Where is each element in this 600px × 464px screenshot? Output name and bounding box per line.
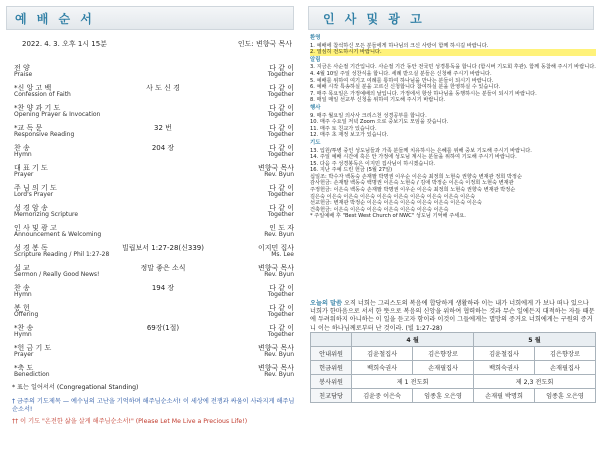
order-item-english-leader: Rev. Byun — [264, 231, 294, 238]
order-item — [10, 342, 296, 362]
prayer-topic: † 금주의 기도제목 — 예수님의 고난을 기억하며 해주님순소서! 이 세상에 전쟁과 싸움이 사라지게 해주님순소서! — [12, 398, 295, 413]
table-cell: 김윤중 이은숙 — [352, 389, 413, 403]
announcements-title: 인 사 및 광 고 — [323, 12, 425, 26]
announcement-line: 11. 매주 토 친교가 있습니다. — [310, 125, 377, 132]
order-item-title: *헌 금 기 도 — [14, 344, 52, 352]
order-item-english-leader: Together — [267, 151, 294, 158]
order-item-english-leader: Together — [267, 311, 294, 318]
order-item — [10, 362, 296, 382]
announcement-line: 3. 지금은 사순절 기간입니다. 사순절 기간 동안 전국민 성경통독을 합니다 (함시버 기도회 후관). 함께 동참해 주시기 바랍니다. — [310, 64, 596, 71]
order-item-leader: 다 같 이 — [269, 284, 294, 292]
order-item-english-leader: Together — [267, 111, 294, 118]
order-item-english-leader: Together — [267, 331, 294, 338]
order-item-english: Lord's Prayer — [14, 191, 54, 198]
order-of-worship-title: 예 배 순 서 — [15, 12, 95, 26]
order-item-title: 봉 헌 — [14, 304, 30, 312]
order-item — [10, 302, 296, 322]
order-item-title: 주 님 의 기 도 — [14, 184, 57, 192]
announcement-line: 10. 매주 수요일 저녁 Zoom 으로 중보기도 모임을 갖습니다. — [310, 119, 449, 126]
table-row — [311, 375, 596, 389]
order-item-detail: 사 도 신 경 — [146, 84, 180, 92]
announcement-line: 14. 주일 예배 시간에 혹은 안 가정에 성도님 계시는 분들을 위하여 기도해 주시기 바랍니다. — [310, 154, 517, 161]
announcement-line: 13. 입원/투병 중인 성도님들과 가족 분들께 치유하시는 은혜를 위해 중보 기도해 주시기 바랍니다. — [310, 147, 532, 154]
order-item-english-leader: Rev. Byun — [264, 271, 294, 278]
announcement-line: 2. 열심히 전도하시기 바랍니다. — [310, 49, 596, 56]
announcement-line: * 주일예배 후 "Best West Church of NWC" 성도님 기억해 주세요. — [310, 213, 466, 220]
service-leader: 인도: 변향국 목사 — [237, 40, 292, 48]
order-item-leader: 다 같 이 — [269, 104, 294, 112]
month-header: 4 월 — [352, 333, 474, 347]
table-cell: 백희숙권사 — [352, 361, 413, 375]
announcement-line: 7. 매주 목요일은 가정예배의 날입니다. 가정에서 항상 하나님을 동행하시는 분들이 되시기 바랍니다. — [310, 90, 537, 97]
order-item-english-leader: Together — [267, 191, 294, 198]
standing-note: * 표는 일어서서 (Congregational Standing) — [12, 384, 139, 391]
order-item-leader: 변향국 목사 — [257, 344, 294, 352]
order-item-english: Confession of Faith — [14, 91, 71, 98]
table-corner — [311, 333, 352, 347]
row-label: 봉사위원 — [311, 375, 352, 389]
order-item-leader: 이지민 집사 — [257, 244, 294, 252]
order-item-leader: 변향국 목사 — [257, 164, 294, 172]
announcement-list — [310, 34, 596, 220]
order-item-english-leader: Together — [267, 211, 294, 218]
order-item-title: *신 앙 고 백 — [14, 84, 52, 92]
order-item — [10, 142, 296, 162]
order-item-english-leader: Together — [267, 71, 294, 78]
table-cell: 김은향장로 — [413, 347, 474, 361]
order-item-english: Hymn — [14, 331, 32, 338]
table-row — [311, 389, 596, 403]
order-item-title: *교 독 문 — [14, 124, 43, 132]
order-item-english: Offering — [14, 311, 39, 318]
order-item-english-leader: Ms. Lee — [271, 251, 294, 258]
table-cell: 손재필집사 — [413, 361, 474, 375]
announcement-line: 1. 예배에 참석하신 모든 분들에게 하나님의 크신 사랑이 함께 하시길 바랍니다. — [310, 42, 489, 49]
table-row — [311, 347, 596, 361]
order-item-leader: 다 같 이 — [269, 304, 294, 312]
announcement-line: 8. 매일 매일 선교부 신청을 위하여 기도해 주시기 바랍니다. — [310, 97, 446, 104]
todays-word-text: 오직 너희는 그리스도의 복음에 합당하게 생활하라 이는 내가 너희에게 가 보나 떠나 있으나 너희가 한마음으로 서서 한 뜻으로 복음의 신앙을 위하여 협력하는 것과 무슨 일에든지 대적하는 자들 때문에 두려워하지 아니하는 이 일을 듣고자 함이라 이것이 그들에게는 멸망의 증거요 너희에게는 구원의 증거니 이는 하나님께로부터 난 것이라. (빌 1:27-28) — [310, 300, 595, 332]
announcement-line: 감사헌금: 손재팔 백동숙 백명권 이은숙 노현숙 / 김애 박정순 이은숙 이정희 노현숙 변재관 — [310, 180, 514, 187]
order-item-leader: 다 같 이 — [269, 184, 294, 192]
order-item — [10, 262, 296, 282]
order-item-english-leader: Rev. Byun — [264, 351, 294, 358]
order-item-english: Benediction — [14, 371, 50, 378]
table-row — [311, 361, 596, 375]
announcement-line: 16. 지난 주예 드린 헌금 (5월 27일) — [310, 167, 393, 174]
order-item — [10, 242, 296, 262]
table-cell: 손재필집사 — [535, 361, 596, 375]
order-item — [10, 202, 296, 222]
order-item — [10, 102, 296, 122]
order-item-english: Sermon / Really Good News! — [14, 271, 100, 278]
order-item-detail: 69장(1절) — [146, 324, 180, 332]
order-item-english-leader: Together — [267, 131, 294, 138]
announcement-line: 6. 예배 시작 특송하실 분을 고르신 신청합니다 참여하실 분을 한영하실 수 있습니다. — [310, 84, 501, 91]
order-item-leader: 다 같 이 — [269, 124, 294, 132]
order-item-english: Hymn — [14, 151, 32, 158]
order-item — [10, 322, 296, 342]
order-item — [10, 62, 296, 82]
order-item-title: 전 양 — [14, 64, 30, 72]
table-cell: 손재필 박명희 — [474, 389, 535, 403]
order-item — [10, 182, 296, 202]
order-item-english-leader: Together — [267, 291, 294, 298]
order-item-detail: 204 장 — [151, 144, 175, 152]
order-item-english: Opening Prayer & Invocation — [14, 111, 101, 118]
order-list — [10, 62, 296, 382]
order-item-english: Prayer — [14, 351, 34, 358]
order-item — [10, 122, 296, 142]
order-item-leader: 변향국 목사 — [257, 264, 294, 272]
announcement-line: 5. 예배를 위하여 여기고 여례를 통하여 하나님을 만나는 분들이 되시기 바랍니다. — [310, 77, 494, 84]
month-header: 5 월 — [474, 333, 596, 347]
announcement-line: 선교헌금: 변재관 박정순 이은숙 이은숙 이은숙 이은숙 이은숙 이은숙 이은숙 — [310, 200, 482, 207]
table-cell: 김윤철집사 — [352, 347, 413, 361]
todays-word-label: 오늘의 말씀 — [310, 300, 343, 307]
order-item-title: 설 교 — [14, 264, 30, 272]
order-item-title: *축 도 — [14, 364, 34, 372]
table-cell: 김은향장로 — [535, 347, 596, 361]
announcement-line: 9. 매주 월요일 의사사 크리스천 성경공부를 합니다. — [310, 112, 427, 119]
order-item — [10, 82, 296, 102]
row-label: 친교담당 — [311, 389, 352, 403]
order-item-english: Praise — [14, 71, 33, 78]
order-item-english-leader: Together — [267, 91, 294, 98]
order-item-detail: 정말 좋은 소식 — [140, 264, 186, 272]
order-item-english: Scripture Reading / Phil 1:27-28 — [14, 251, 110, 258]
order-item-leader: 다 같 이 — [269, 84, 294, 92]
order-item-title: 성 경 봉 독 — [14, 244, 48, 252]
announcement-line: 15. 다음 주 성경봉독은 이지민 집사님이 하시겠습니다. — [310, 160, 436, 167]
order-item-english-leader: Rev. Byun — [264, 171, 294, 178]
table-header-row — [311, 333, 596, 347]
order-item-detail: 빌립보서 1:27-28(신339) — [121, 244, 204, 252]
church-slogan: †† 이 기도 "온전한 삶을 살게 해주님순소서!" (Please Let Me Live a Precious Life!) — [12, 418, 248, 425]
order-item-english: Responsive Reading — [14, 131, 75, 138]
order-item-leader: 변향국 목사 — [257, 364, 294, 372]
row-label: 헌금위원 — [311, 361, 352, 375]
table-cell: 제 2,3 전도회 — [474, 375, 596, 389]
announcement-line: 건축헌금: 이은숙 이은숙 이은숙 이은숙 이은숙 이은숙 이은숙 — [310, 206, 449, 213]
order-item-title: *찬 송 — [14, 324, 34, 332]
table-cell: 김윤철집사 — [474, 347, 535, 361]
order-item-title: 대 표 기 도 — [14, 164, 48, 172]
order-item-english: Hymn — [14, 291, 32, 298]
announcement-line: 12. 매주 초 재정 보고가 있습니다. — [310, 132, 389, 139]
todays-word — [310, 300, 596, 333]
order-item — [10, 222, 296, 242]
announcement-section-label: 환영 — [310, 35, 321, 41]
service-roster-table — [310, 332, 596, 403]
order-item-leader: 다 같 이 — [269, 144, 294, 152]
order-item-leader: 다 같 이 — [269, 204, 294, 212]
order-item-leader: 다 같 이 — [269, 64, 294, 72]
table-cell: 제 1 전도회 — [352, 375, 474, 389]
announcement-section-label: 기도 — [310, 139, 321, 146]
announcement-line: 4. 4월 10일 주일 성찬식을 합니다. 세례 받으실 분들은 신청해 주시기 바랍니다. — [310, 70, 492, 77]
order-of-worship-header — [6, 6, 294, 30]
announcement-line: 십일조: 박수자 백동숙 손재팔 박명권 이우순 이은숙 최정희 노현숙 권향숙 변재관 정희 박정순 — [310, 173, 522, 180]
order-item — [10, 162, 296, 182]
order-item-english-leader: Rev. Byun — [264, 371, 294, 378]
order-item-english: Prayer — [14, 171, 34, 178]
order-item-title: *찬 양 과 기 도 — [14, 104, 61, 112]
order-item-title: 성 경 암 송 — [14, 204, 48, 212]
announcement-line: 김은숙 이은숙 이은숙 이은숙 이은숙 이은숙 이은숙 이은숙 이은숙 이은숙 — [310, 193, 476, 200]
order-item-leader: 다 같 이 — [269, 324, 294, 332]
announcement-section-label: 행사 — [310, 104, 321, 111]
order-item-english: Announcement & Welcoming — [14, 231, 102, 238]
row-label: 안내위원 — [311, 347, 352, 361]
announcement-section-label: 알림 — [310, 56, 321, 63]
announcements-panel — [302, 0, 600, 464]
table-cell: 임종훈 오은영 — [413, 389, 474, 403]
order-item-leader: 인 도 자 — [269, 224, 294, 232]
order-item-title: 인 사 및 광 고 — [14, 224, 57, 232]
table-cell: 임종훈 오은영 — [535, 389, 596, 403]
service-date: 2022. 4. 3. 오후 1시 15분 — [22, 40, 107, 48]
order-item-english: Memorizing Scripture — [14, 211, 79, 218]
order-item — [10, 282, 296, 302]
order-item-title: 찬 송 — [14, 144, 30, 152]
announcement-line: 주정헌금: 이은숙 백동숙 손재팔 박명권 이우순 이은숙 최정희 노현숙 권향숙 변재관 박정순 — [310, 187, 516, 194]
order-item-detail: 32 번 — [154, 124, 172, 132]
order-item-detail: 194 장 — [151, 284, 175, 292]
table-cell: 백희숙권사 — [474, 361, 535, 375]
announcements-header — [308, 6, 594, 30]
order-item-title: 찬 송 — [14, 284, 30, 292]
